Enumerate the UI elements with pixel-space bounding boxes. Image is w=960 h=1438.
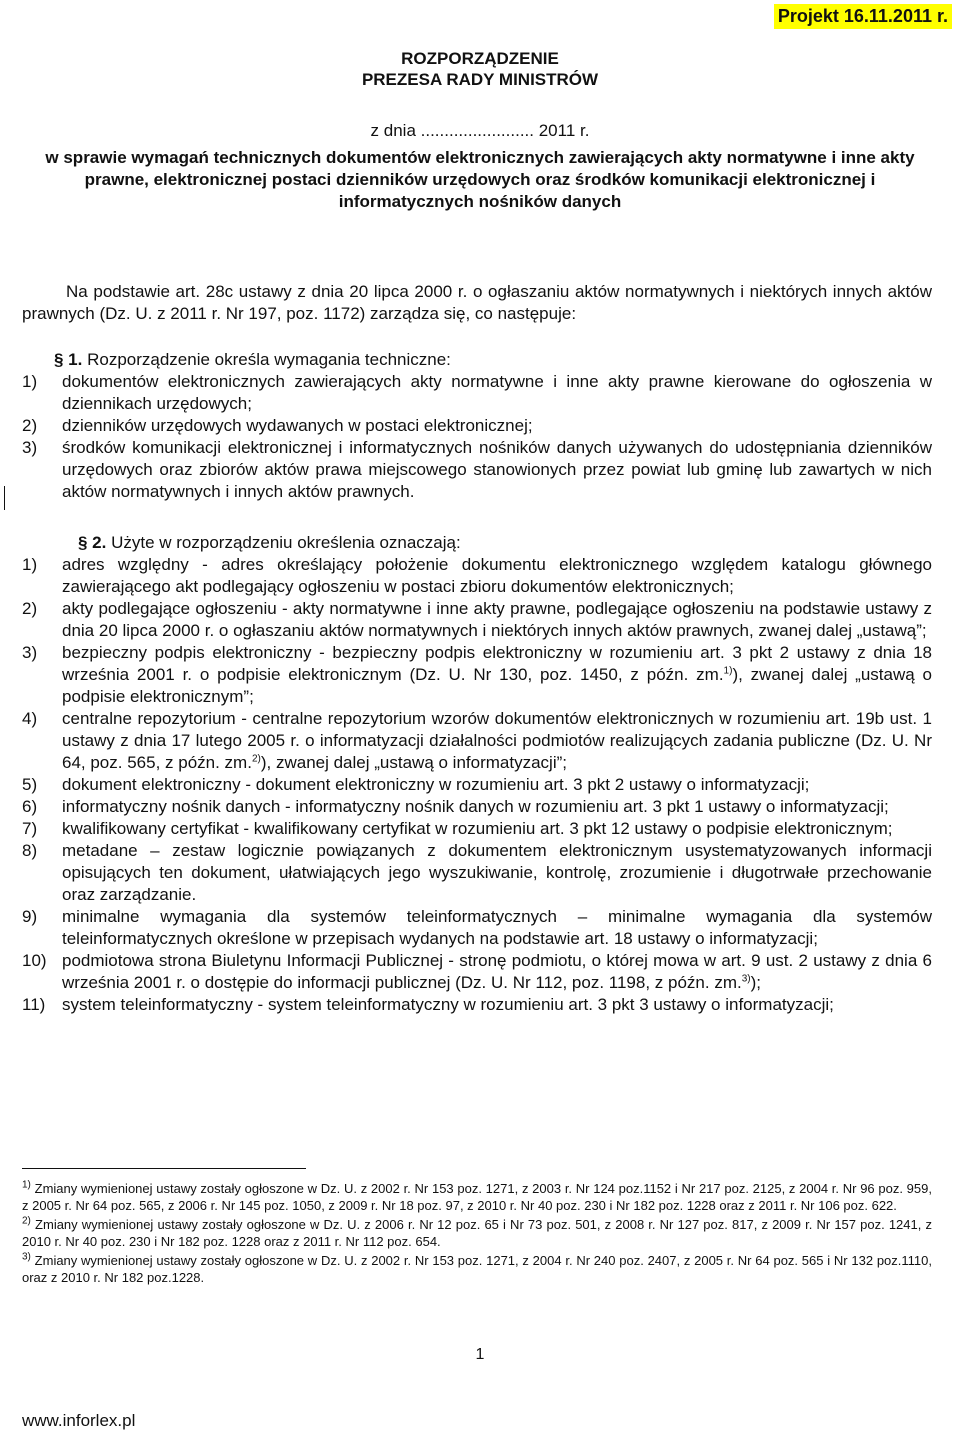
list-item-text: dokumentów elektronicznych zawierających akty normatywne i inne akty prawne kierowane do ogłoszenia w dziennikach urzędowych; [62,372,932,413]
section-2-mark: § 2. [78,533,107,552]
list-item-text-tail: ); [750,973,761,992]
footnote-text: Zmiany wymienionej ustawy zostały ogłoszone w Dz. U. z 2006 r. Nr 12 poz. 65 i Nr 73 poz. 501, z 2008 r. Nr 127 poz. 817, z 2009 r. Nr 157 poz. 1241, z 2010 r. Nr 40 poz. 230 i Nr 182 poz. 1228 oraz z 2011 r. Nr 112 poz. 654. [22,1217,932,1249]
document-title [0,48,960,90]
list-item-text-tail: ), zwanej dalej „ustawą o podpisie elektronicznym”; [62,665,932,706]
list-item [22,371,932,415]
list-item [22,554,932,598]
footnote [22,1180,932,1214]
list-item-number: 3) [22,438,38,457]
list-item-text: centralne repozytorium - centralne repozytorium wzorów dokumentów elektronicznych w rozumieniu art. 19b ust. 1 ustawy z dnia 17 lutego 2005 r. o informatyzacji działalności podmiotów realizujących zadania publiczne (Dz. U. Nr 64, poz. 565, z późn. zm. [62,709,932,772]
list-item-number: 3) [22,643,38,662]
title-line-1: ROZPORZĄDZENIE [401,49,559,68]
list-item [22,774,932,796]
list-item-text: kwalifikowany certyfikat - kwalifikowany certyfikat w rozumieniu art. 3 pkt 12 ustawy o podpisie elektronicznym; [62,819,893,838]
list-item-text: metadane – zestaw logicznie powiązanych z dokumentem elektronicznym usystematyzowanych informacji opisujących ten dokument, ułatwiających jego wyszukiwanie, kontrolę, zrozumienie i długotrwałe przechowanie oraz zarządzanie. [62,841,932,904]
preamble [22,281,932,325]
list-item [22,415,932,437]
list-item-text: bezpieczny podpis elektroniczny - bezpieczny podpis elektroniczny w rozumieniu art. 3 pkt 2 ustawy z dnia 18 września 2001 r. o podpisie elektronicznym (Dz. U. Nr 130, poz. 1450, z późn. zm. [62,643,932,684]
list-item [22,437,932,503]
list-item-number: 4) [22,709,38,728]
list-item-number: 7) [22,819,38,838]
revision-change-bar [4,486,5,510]
footnote-mark: 1) [22,1179,31,1191]
page-number: 1 [475,1346,485,1363]
list-item [22,796,932,818]
list-item-number: 1) [22,372,38,391]
footnotes [22,1180,932,1288]
list-item-text: system teleinformatyczny - system teleinformatyczny w rozumieniu art. 3 pkt 3 ustawy o informatyzacji; [62,995,834,1014]
footnote-mark: 2) [22,1215,31,1227]
footnote-separator [22,1168,306,1169]
list-item-number: 5) [22,775,38,794]
list-item [22,840,932,906]
list-item [22,818,932,840]
list-item-text: dokument elektroniczny - dokument elektroniczny w rozumieniu art. 3 pkt 2 ustawy o informatyzacji; [62,775,810,794]
section-2 [22,532,932,1016]
list-item [22,708,932,774]
list-item-number: 9) [22,907,38,926]
footnote-mark: 3) [22,1251,31,1263]
footnote-ref: 3) [741,973,751,985]
list-item-text: adres względny - adres określający położenie dokumentu elektronicznego względem katalogu głównego zawierającego akt podlegający ogłoszeniu w postaci zbioru dokumentów elektronicznych; [62,555,932,596]
footnote-ref: 2) [251,753,261,765]
list-item-text: akty podlegające ogłoszeniu - akty normatywne i inne akty prawne, podlegające ogłoszeniu na podstawie ustawy z dnia 20 lipca 2000 r. o ogłaszaniu aktów normatywnych i niektórych innych aktów prawnych, zwanej dalej „ustawą”; [62,599,932,640]
list-item-text-tail: ), zwanej dalej „ustawą o informatyzacji”; [260,753,567,772]
footnote [22,1252,932,1286]
list-item [22,642,932,708]
footnote-text: Zmiany wymienionej ustawy zostały ogłoszone w Dz. U. z 2002 r. Nr 153 poz. 1271, z 2004 r. Nr 240 poz. 2407, z 2005 r. Nr 64 poz. 565 i Nr 132 poz.1110, oraz z 2010 r. Nr 182 poz.1228. [22,1253,932,1285]
list-item-number: 8) [22,841,38,860]
list-item-number: 11) [22,995,46,1014]
section-1-heading [22,349,932,371]
list-item [22,598,932,642]
list-item-text: informatyczny nośnik danych - informatyczny nośnik danych w rozumieniu art. 3 pkt 1 ustawy o informatyzacji; [62,797,889,816]
list-item-text: dzienników urzędowych wydawanych w postaci elektronicznej; [62,416,533,435]
section-1-mark: § 1. [54,350,83,369]
draft-stamp: Projekt 16.11.2011 r. [774,4,952,29]
section-2-heading [22,532,932,554]
section-2-intro: Użyte w rozporządzeniu określenia oznaczają: [111,533,461,552]
section-1 [22,349,932,503]
list-item-number: 2) [22,599,38,618]
footnote-text: Zmiany wymienionej ustawy zostały ogłoszone w Dz. U. z 2002 r. Nr 153 poz. 1271, z 2003 r. Nr 124 poz.1152 i Nr 217 poz. 2125, z 2004 r. Nr 96 poz. 959, z 2005 r. Nr 64 poz. 565, z 2006 r. Nr 145 poz. 1050, z 2009 r. Nr 18 poz. 97, z 2010 r. Nr 40 poz. 230 i Nr 182 poz. 1228 oraz z 2011 r. Nr 106 poz. 622. [22,1181,932,1213]
title-line-2: PREZESA RADY MINISTRÓW [361,70,599,89]
document-subject: w sprawie wymagań technicznych dokumentów elektronicznych zawierających akty normatywne i inne akty prawne, elektronicznej postaci dzienników urzędowych oraz środków komunikacji elektronicznej i informatycznych nośników danych [45,148,915,211]
preamble-text: Na podstawie art. 28c ustawy z dnia 20 lipca 2000 r. o ogłaszaniu aktów normatywnych i niektórych innych aktów prawnych (Dz. U. z 2011 r. Nr 197, poz. 1172) zarządza się, co następuje: [22,282,932,323]
list-item-number: 1) [22,555,38,574]
list-item-text: podmiotowa strona Biuletynu Informacji Publicznej - stronę podmiotu, o której mowa w art. 9 ust. 2 ustawy z dnia 6 września 2001 r. o dostępie do informacji publicznej (Dz. U. Nr 112, poz. 1198, z późn. zm. [62,951,932,992]
list-item-number: 10) [22,951,47,970]
list-item-text: środków komunikacji elektronicznej i informatycznych nośników danych używanych do udostępniania dzienników urzędowych oraz zbiorów aktów prawa miejscowego stanowionych przez powiat lub gminę lub zawartych w nich aktów normatywnych i innych aktów prawnych. [62,438,932,501]
list-item [22,950,932,994]
footer-source-link[interactable]: www.inforlex.pl [22,1411,136,1430]
list-item-number: 2) [22,416,38,435]
document-date: z dnia ........................ 2011 r. [370,121,590,140]
footnote-ref: 1) [723,665,733,677]
list-item [22,906,932,950]
list-item-number: 6) [22,797,38,816]
section-1-intro: Rozporządzenie określa wymagania techniczne: [87,350,451,369]
list-item [22,994,932,1016]
list-item-text: minimalne wymagania dla systemów teleinformatycznych – minimalne wymagania dla systemów teleinformatycznych określone w przepisach wydanych na podstawie art. 18 ustawy o informatyzacji; [62,907,932,948]
footnote [22,1216,932,1250]
